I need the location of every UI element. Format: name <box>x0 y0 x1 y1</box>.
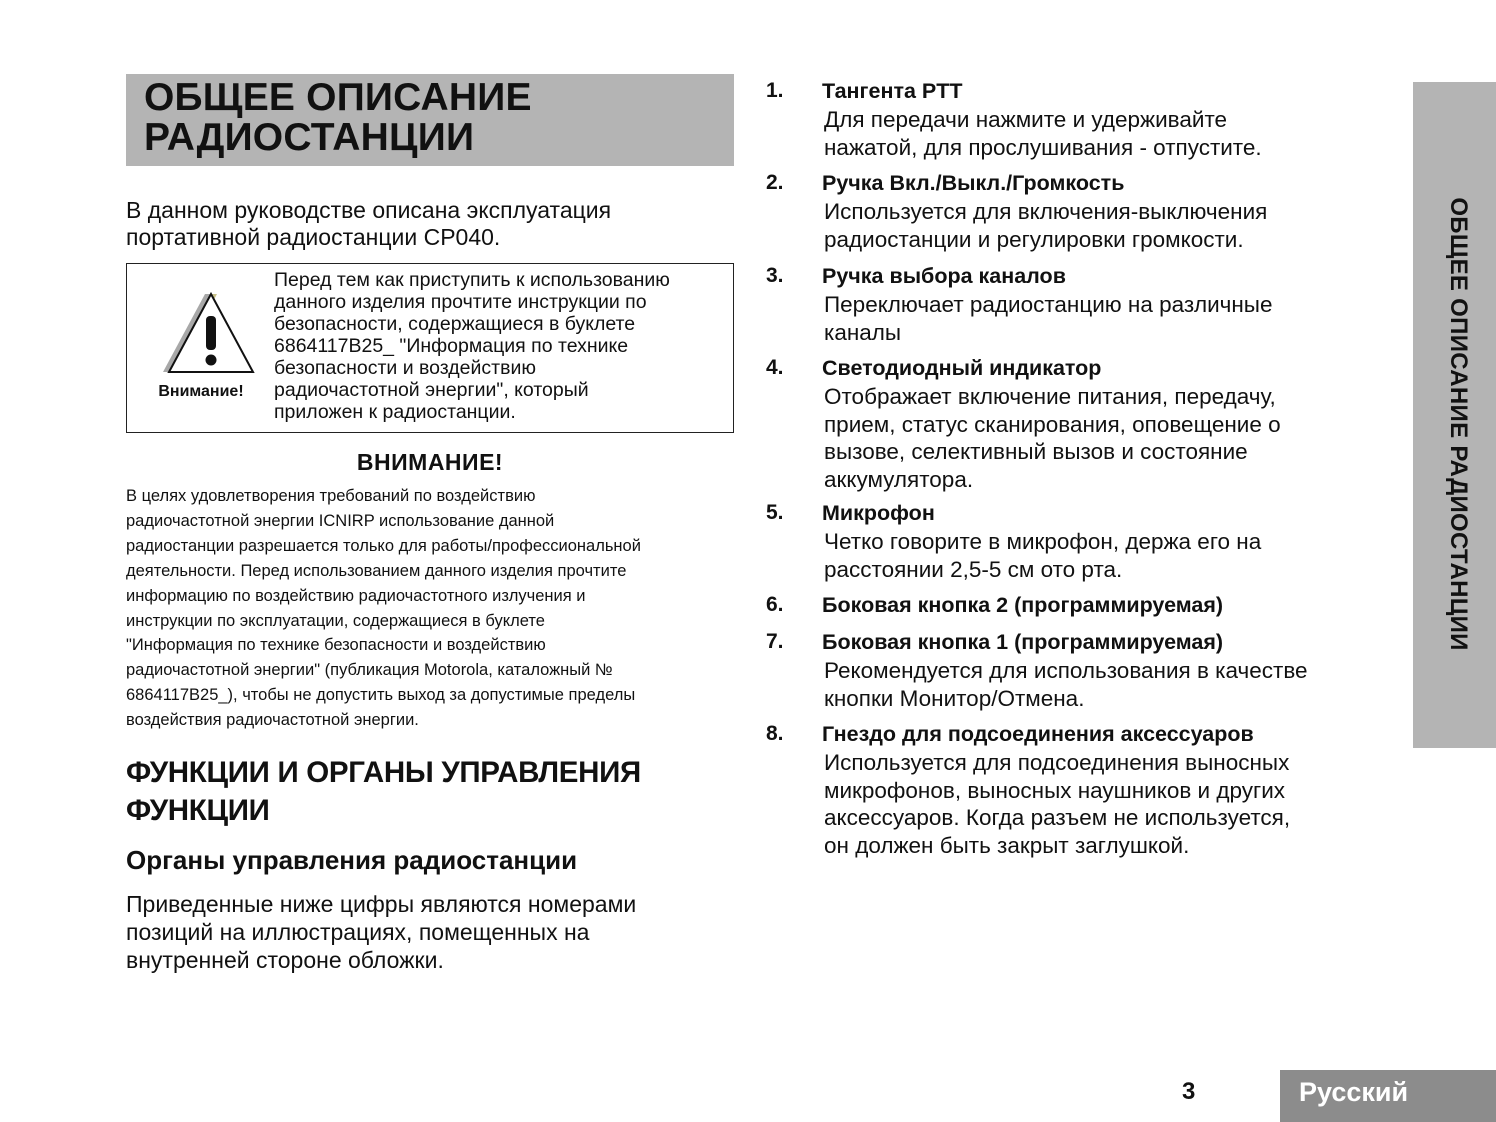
list-item-number: 4. <box>766 356 784 379</box>
description-line: кнопки Монитор/Отмена. <box>824 685 1085 711</box>
caution-box <box>126 263 734 433</box>
list-item-title: Ручка Вкл./Выкл./Громкость <box>822 171 1125 195</box>
page-title-line-2: РАДИОСТАНЦИИ <box>144 116 475 159</box>
list-item-description <box>824 657 1308 712</box>
list-item-number: 6. <box>766 593 784 616</box>
section-heading-line: ФУНКЦИИ И ОРГАНЫ УПРАВЛЕНИЯ <box>126 756 641 789</box>
description-line: Используется для включения-выключения <box>824 199 1268 224</box>
list-item-title: Микрофон <box>822 501 935 525</box>
subsection-line: позиций на иллюстрациях, помещенных на <box>126 919 590 945</box>
list-item-description <box>824 291 1273 346</box>
warning-line: деятельности. Перед использованием данного изделия прочтите <box>126 561 627 580</box>
description-line: аксессуаров. Когда разъем не используется, <box>824 805 1291 831</box>
list-item-description <box>824 198 1267 253</box>
list-item-title: Светодиодный индикатор <box>822 356 1102 380</box>
language-label: Русский <box>1299 1077 1409 1107</box>
caution-line: радиочастотной энергии", который <box>274 379 589 401</box>
description-line: он должен быть закрыт заглушкой. <box>824 833 1190 859</box>
caution-line: приложен к радиостанции. <box>274 401 516 423</box>
warning-line: 6864117B25_), чтобы не допустить выход за допустимые пределы <box>126 686 636 705</box>
description-line: радиостанции и регулировки громкости. <box>824 226 1244 252</box>
list-item-title: Боковая кнопка 1 (программируемая) <box>822 630 1224 654</box>
list-item-number: 2. <box>766 171 784 194</box>
list-item-description <box>824 749 1290 860</box>
list-item-number: 3. <box>766 264 784 287</box>
list-item-title: Ручка выбора каналов <box>822 264 1066 288</box>
caution-text <box>274 269 670 423</box>
page-title-line-1: ОБЩЕЕ ОПИСАНИЕ <box>144 76 532 119</box>
page-title <box>126 74 734 166</box>
subsection-line: внутренней стороне обложки. <box>126 947 444 973</box>
subsection-line: Приведенные ниже цифры являются номерами <box>126 891 637 917</box>
description-line: Отображает включение питания, передачу, <box>824 384 1276 409</box>
list-item-title: Тангента PTT <box>822 79 963 103</box>
warning-heading: ВНИМАНИЕ! <box>356 449 504 475</box>
warning-triangle-icon <box>149 288 259 376</box>
list-item-description <box>824 106 1262 161</box>
caution-line: данного изделия прочтите инструкции по <box>274 291 647 313</box>
list-item-number: 8. <box>766 722 784 745</box>
list-item-number: 5. <box>766 501 784 524</box>
caution-label: Внимание! <box>158 383 244 400</box>
warning-line: радиочастотной энергии" (публикация Motorola, каталожный № <box>126 661 613 680</box>
list-item-title: Гнездо для подсоединения аксессуаров <box>822 722 1254 746</box>
list-item-description <box>824 528 1261 583</box>
description-line: аккумулятора. <box>824 467 974 493</box>
caution-line: Перед тем как приступить к использованию <box>274 269 670 291</box>
description-line: Переключает радиостанцию на различные <box>824 292 1273 317</box>
description-line: вызове, селективный вызов и состояние <box>824 439 1248 465</box>
description-line: прием, статус сканирования, оповещение о <box>824 411 1281 437</box>
warning-line: инструкции по эксплуатации, содержащиеся в буклете <box>126 611 545 630</box>
list-item-description <box>824 383 1281 494</box>
description-line: микрофонов, выносных наушников и других <box>824 777 1286 803</box>
description-line: нажатой, для прослушивания - отпустите. <box>824 134 1262 160</box>
subsection-heading: Органы управления радиостанции <box>126 845 578 875</box>
list-item-number: 7. <box>766 630 784 653</box>
warning-line: радиочастотной энергии ICNIRP использование данной <box>126 511 555 530</box>
description-line: Для передачи нажмите и удерживайте <box>824 107 1228 132</box>
description-line: Рекомендуется для использования в качестве <box>824 658 1308 683</box>
side-section-tab-label: ОБЩЕЕ ОПИСАНИЕ РАДИОСТАНЦИИ <box>1445 197 1472 651</box>
page-number: 3 <box>1182 1078 1196 1105</box>
warning-line: информацию по воздействию радиочастотного излучения и <box>126 586 586 605</box>
intro-line: портативной радиостанции CP040. <box>126 224 501 250</box>
description-line: расстоянии 2,5-5 см ото рта. <box>824 556 1123 582</box>
warning-line: радиостанции разрешается только для работы/профессиональной <box>126 536 641 555</box>
section-heading-line: ФУНКЦИИ <box>126 794 270 827</box>
list-item-title: Боковая кнопка 2 (программируемая) <box>822 593 1224 617</box>
language-tab <box>1280 1070 1496 1122</box>
subsection-body <box>126 890 636 974</box>
description-line: Используется для подсоединения выносных <box>824 750 1290 775</box>
section-heading <box>126 754 641 830</box>
warning-line: "Информация по технике безопасности и воздействию <box>126 636 546 655</box>
caution-line: безопасности и воздействию <box>274 357 536 379</box>
list-item-number: 1. <box>766 79 784 102</box>
description-line: каналы <box>824 319 902 345</box>
warning-line: В целях удовлетворения требований по воздействию <box>126 487 536 505</box>
caution-line: 6864117B25_ "Информация по технике <box>274 335 629 357</box>
intro-paragraph <box>126 197 726 251</box>
warning-body <box>126 484 641 733</box>
description-line: Четко говорите в микрофон, держа его на <box>824 529 1262 554</box>
warning-line: воздействия радиочастотной энергии. <box>126 711 419 730</box>
intro-line: В данном руководстве описана эксплуатация <box>126 197 612 223</box>
caution-line: безопасности, содержащиеся в буклете <box>274 313 636 335</box>
